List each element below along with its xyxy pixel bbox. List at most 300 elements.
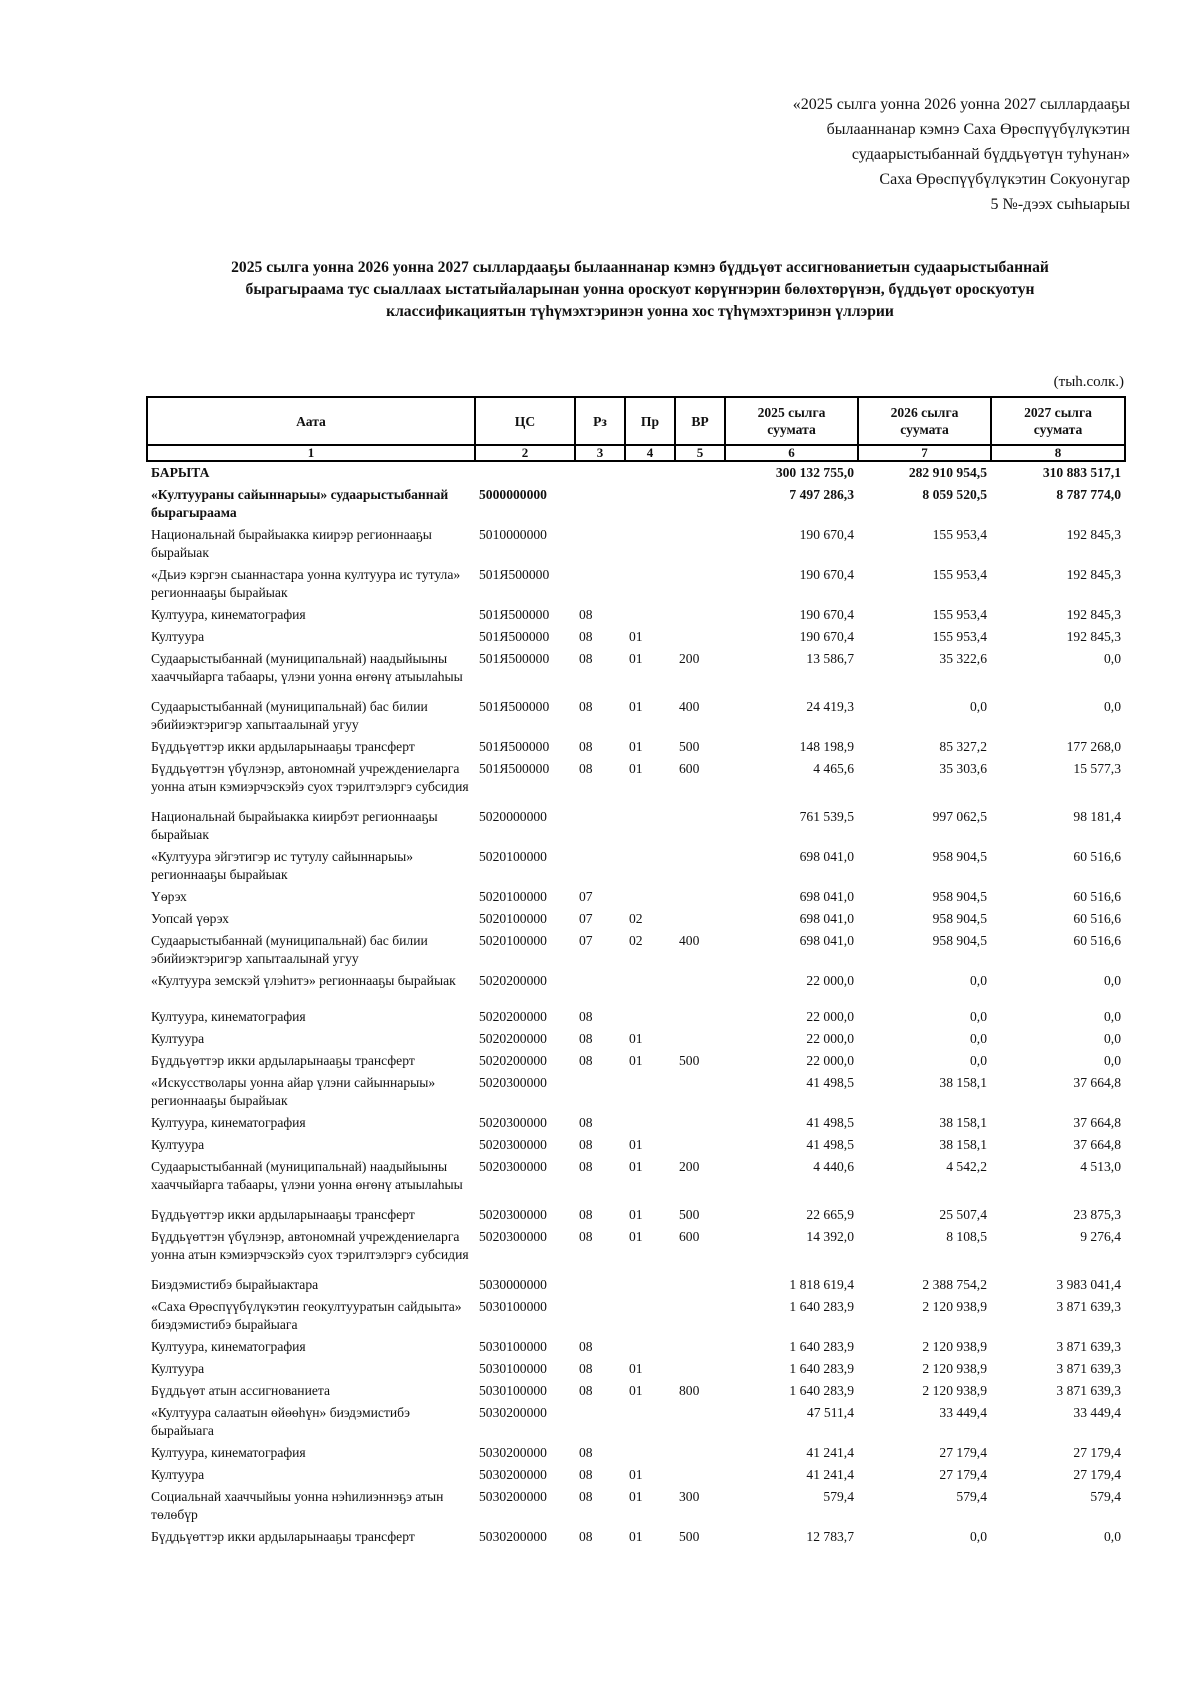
cell-name: Бүддьүөттэн үбүлэнэр, автономнай учреждениеларга уонна атын кэмиэрчэскэйэ суох тэрилтэлэргэ субсидия [151, 1229, 469, 1262]
cell-name: Култуура, кинематография [151, 607, 306, 622]
cell-rz [575, 806, 625, 846]
cell-cs: 5000000000 [479, 487, 547, 502]
table-row [147, 1156, 1125, 1204]
cell-cs: 5020300000 [479, 1137, 547, 1152]
cell-cs: 5020100000 [479, 889, 547, 904]
cell-cs: 5020100000 [479, 849, 547, 864]
cell-amount-2025: 4 465,6 [813, 761, 854, 776]
cell-pr: 01 [629, 1361, 643, 1376]
cell-amount-2025: 190 670,4 [799, 629, 854, 644]
cell-amount-2027: 8 787 774,0 [1056, 487, 1121, 502]
col-number: 3 [575, 445, 625, 461]
cell-cs [475, 461, 575, 484]
cell-vr: 200 [679, 651, 700, 666]
col-header-2025: 2025 сылга суумата [725, 397, 858, 445]
cell-amount-2026: 997 062,5 [932, 809, 987, 824]
cell-amount-2025: 579,4 [823, 1489, 854, 1504]
cell-vr [675, 626, 725, 648]
cell-rz: 08 [579, 1383, 593, 1398]
table-row [147, 1486, 1125, 1526]
budget-table [146, 396, 1126, 1548]
cell-vr: 400 [679, 699, 700, 714]
cell-amount-2027: 33 449,4 [1073, 1405, 1121, 1420]
cell-pr: 01 [629, 739, 643, 754]
cell-rz: 08 [579, 1489, 593, 1504]
cell-amount-2026: 958 904,5 [932, 889, 987, 904]
cell-amount-2025: 14 392,0 [806, 1229, 854, 1244]
cell-cs: 5020200000 [479, 1031, 547, 1046]
cell-amount-2027: 60 516,6 [1073, 911, 1121, 926]
cell-amount-2026: 38 158,1 [939, 1115, 987, 1130]
cell-name: Судаарыстыбаннай (муниципальнай) бас билии эбийиэктэригэр хапытаалынай угуу [151, 933, 428, 966]
cell-amount-2027: 0,0 [1104, 1031, 1121, 1046]
cell-amount-2025: 1 818 619,4 [789, 1277, 854, 1292]
col-number: 5 [675, 445, 725, 461]
cell-cs: 5010000000 [479, 527, 547, 542]
cell-pr [625, 604, 675, 626]
cell-amount-2025: 7 497 286,3 [789, 487, 854, 502]
cell-amount-2027: 37 664,8 [1073, 1075, 1121, 1090]
table-row [147, 604, 1125, 626]
title-line: классификациятын түһүмэхтэринэн уонна хос түһүмэхтэринэн үллэрии [386, 303, 894, 320]
table-row [147, 846, 1125, 886]
cell-rz: 08 [579, 1053, 593, 1068]
cell-vr [675, 484, 725, 524]
cell-pr: 01 [629, 1031, 643, 1046]
cell-vr: 600 [679, 1229, 700, 1244]
cell-vr: 500 [679, 1529, 700, 1544]
cell-pr: 01 [629, 1489, 643, 1504]
table-row [147, 886, 1125, 908]
cell-cs: 501Я500000 [479, 651, 550, 666]
cell-amount-2027: 0,0 [1104, 699, 1121, 714]
cell-cs: 501Я500000 [479, 629, 550, 644]
cell-amount-2026: 2 120 938,9 [922, 1339, 987, 1354]
cell-amount-2027: 0,0 [1104, 1009, 1121, 1024]
cell-vr: 500 [679, 1053, 700, 1068]
cell-amount-2027: 0,0 [1104, 1529, 1121, 1544]
cell-amount-2027: 310 883 517,1 [1042, 465, 1121, 480]
cell-name: Бүддьүөттэр икки ардыларынааҕы трансферт [151, 739, 415, 754]
cell-cs: 5030100000 [479, 1299, 547, 1314]
col-number: 7 [858, 445, 991, 461]
table-row [147, 1204, 1125, 1226]
cell-vr [675, 908, 725, 930]
cell-amount-2025: 190 670,4 [799, 567, 854, 582]
col-header-name: Аата [147, 397, 475, 445]
cell-pr [625, 1336, 675, 1358]
header-line: былааннанар кэмнэ Саха Өрөспүүбүлүкэтин [826, 121, 1130, 138]
cell-cs: 5030000000 [479, 1277, 547, 1292]
col-number: 4 [625, 445, 675, 461]
cell-name: «Култуура салаатын өйөөһүн» биэдэмистибэ бырайыага [151, 1405, 410, 1438]
cell-name: Култуура, кинематография [151, 1445, 306, 1460]
header-line: судаарыстыбаннай бүддьүөтүн туһунан» [851, 146, 1130, 163]
cell-pr: 02 [629, 933, 643, 948]
cell-pr: 01 [629, 1229, 643, 1244]
cell-amount-2025: 190 670,4 [799, 607, 854, 622]
cell-name: Култуура [151, 1031, 205, 1046]
cell-amount-2027: 192 845,3 [1066, 607, 1121, 622]
cell-amount-2027: 37 664,8 [1073, 1137, 1121, 1152]
cell-cs: 5020300000 [479, 1115, 547, 1130]
cell-amount-2026: 958 904,5 [932, 933, 987, 948]
cell-rz: 08 [579, 761, 593, 776]
cell-vr [675, 604, 725, 626]
cell-cs: 501Я500000 [479, 607, 550, 622]
cell-amount-2027: 177 268,0 [1066, 739, 1121, 754]
table-row [147, 626, 1125, 648]
cell-amount-2025: 22 000,0 [806, 1009, 854, 1024]
table-row [147, 1296, 1125, 1336]
cell-rz: 08 [579, 1207, 593, 1222]
cell-rz [575, 846, 625, 886]
cell-name: «Дьиэ кэргэн сыаннастара уонна култуура ис тутула» регионнааҕы бырайыак [151, 567, 461, 600]
cell-amount-2025: 698 041,0 [799, 933, 854, 948]
cell-cs: 5020200000 [479, 1053, 547, 1068]
table-row [147, 1380, 1125, 1402]
cell-vr [675, 806, 725, 846]
cell-amount-2027: 3 983 041,4 [1056, 1277, 1121, 1292]
cell-name: «Култуураны сайыннарыы» судаарыстыбаннай бырагыраама [151, 487, 449, 520]
cell-name: Култуура, кинематография [151, 1115, 306, 1130]
cell-pr [625, 1006, 675, 1028]
cell-amount-2026: 155 953,4 [932, 567, 987, 582]
cell-amount-2027: 3 871 639,3 [1056, 1299, 1121, 1314]
cell-name: Култуура [151, 1137, 205, 1152]
cell-amount-2027: 27 179,4 [1073, 1467, 1121, 1482]
cell-amount-2026: 27 179,4 [939, 1445, 987, 1460]
table-row [147, 806, 1125, 846]
cell-pr: 01 [629, 1159, 643, 1174]
cell-vr: 400 [679, 933, 700, 948]
cell-amount-2027: 37 664,8 [1073, 1115, 1121, 1130]
cell-amount-2026: 8 108,5 [946, 1229, 987, 1244]
cell-name: Бүддьүөттэн үбүлэнэр, автономнай учреждениеларга уонна атын кэмиэрчэскэйэ суох тэрилтэлэргэ субсидия [151, 761, 469, 794]
cell-cs: 501Я500000 [479, 739, 550, 754]
cell-amount-2026: 38 158,1 [939, 1075, 987, 1090]
cell-amount-2025: 41 241,4 [806, 1467, 854, 1482]
cell-amount-2025: 41 498,5 [806, 1075, 854, 1090]
cell-amount-2026: 38 158,1 [939, 1137, 987, 1152]
cell-vr [675, 1112, 725, 1134]
cell-pr [625, 970, 675, 1006]
cell-rz: 08 [579, 1529, 593, 1544]
cell-amount-2026: 958 904,5 [932, 911, 987, 926]
cell-pr [625, 461, 675, 484]
cell-pr [625, 484, 675, 524]
cell-rz: 07 [579, 911, 593, 926]
cell-amount-2025: 41 498,5 [806, 1115, 854, 1130]
cell-rz [575, 484, 625, 524]
cell-amount-2026: 2 120 938,9 [922, 1299, 987, 1314]
cell-rz [575, 1072, 625, 1112]
cell-amount-2026: 282 910 954,5 [908, 465, 987, 480]
col-header-rz: Рз [575, 397, 625, 445]
cell-rz: 08 [579, 1137, 593, 1152]
cell-pr [625, 1442, 675, 1464]
cell-amount-2027: 9 276,4 [1080, 1229, 1121, 1244]
cell-rz [575, 461, 625, 484]
document-title [140, 257, 1140, 323]
cell-pr: 01 [629, 651, 643, 666]
cell-rz [575, 524, 625, 564]
col-number: 8 [991, 445, 1125, 461]
col-header-pr: Пр [625, 397, 675, 445]
cell-vr [675, 1358, 725, 1380]
cell-amount-2025: 698 041,0 [799, 849, 854, 864]
cell-rz [575, 564, 625, 604]
cell-name: Култуура [151, 1361, 205, 1376]
cell-pr: 01 [629, 1383, 643, 1398]
cell-cs: 5020300000 [479, 1075, 547, 1090]
cell-vr [675, 1464, 725, 1486]
cell-amount-2025: 148 198,9 [799, 739, 854, 754]
cell-rz [575, 1296, 625, 1336]
cell-amount-2026: 35 322,6 [939, 651, 987, 666]
cell-amount-2027: 3 871 639,3 [1056, 1383, 1121, 1398]
cell-amount-2026: 0,0 [970, 1031, 987, 1046]
cell-name: Бүддьүөт атын ассигнованиета [151, 1383, 331, 1398]
cell-pr: 01 [629, 1529, 643, 1544]
cell-amount-2026: 25 507,4 [939, 1207, 987, 1222]
cell-amount-2025: 41 241,4 [806, 1445, 854, 1460]
cell-name: Социальнай хааччыйыы уонна нэһилиэннэҕэ атын төлөбүр [151, 1489, 444, 1522]
cell-amount-2027: 0,0 [1104, 1053, 1121, 1068]
cell-name: «Култуура земскэй үлэһитэ» регионнааҕы бырайыак [151, 973, 456, 988]
cell-vr [675, 970, 725, 1006]
table-row [147, 1112, 1125, 1134]
cell-rz: 08 [579, 739, 593, 754]
col-number: 6 [725, 445, 858, 461]
cell-vr [675, 1336, 725, 1358]
cell-cs: 5020200000 [479, 973, 547, 988]
cell-amount-2025: 761 539,5 [799, 809, 854, 824]
cell-amount-2027: 23 875,3 [1073, 1207, 1121, 1222]
cell-amount-2025: 24 419,3 [806, 699, 854, 714]
column-number-row [147, 445, 1125, 461]
cell-amount-2027: 3 871 639,3 [1056, 1361, 1121, 1376]
cell-cs: 5020300000 [479, 1159, 547, 1174]
cell-pr [625, 1072, 675, 1112]
document-header-note [620, 92, 1130, 217]
cell-rz: 08 [579, 651, 593, 666]
cell-amount-2025: 698 041,0 [799, 889, 854, 904]
cell-amount-2027: 579,4 [1090, 1489, 1121, 1504]
cell-cs: 5030200000 [479, 1529, 547, 1544]
cell-pr [625, 1274, 675, 1296]
cell-amount-2026: 35 303,6 [939, 761, 987, 776]
table-row [147, 1050, 1125, 1072]
table-row [147, 1336, 1125, 1358]
cell-pr: 01 [629, 761, 643, 776]
cell-amount-2026: 0,0 [970, 1053, 987, 1068]
cell-pr: 01 [629, 1467, 643, 1482]
cell-pr: 01 [629, 1207, 643, 1222]
cell-amount-2025: 22 000,0 [806, 973, 854, 988]
table-row [147, 736, 1125, 758]
cell-amount-2027: 15 577,3 [1073, 761, 1121, 776]
table-row [147, 758, 1125, 806]
cell-amount-2026: 155 953,4 [932, 527, 987, 542]
cell-pr [625, 564, 675, 604]
table-row [147, 1226, 1125, 1274]
cell-amount-2025: 1 640 283,9 [789, 1339, 854, 1354]
cell-amount-2027: 192 845,3 [1066, 567, 1121, 582]
cell-vr [675, 461, 725, 484]
cell-cs: 5020200000 [479, 1009, 547, 1024]
cell-amount-2025: 47 511,4 [806, 1405, 854, 1420]
cell-vr: 500 [679, 739, 700, 754]
table-row-total [147, 484, 1125, 524]
title-line: бырагыраама тус сыаллаах ыстатыйаларынан уонна ороскуот көрүҥнэрин бөлөхтөрүнэн, бүддьүөт ороскуотун [245, 281, 1035, 298]
table-row [147, 1072, 1125, 1112]
cell-rz: 08 [579, 1467, 593, 1482]
cell-cs: 5030200000 [479, 1445, 547, 1460]
table-row-total [147, 461, 1125, 484]
cell-amount-2026: 155 953,4 [932, 607, 987, 622]
table-row [147, 1134, 1125, 1156]
cell-rz: 08 [579, 1339, 593, 1354]
table-row [147, 1358, 1125, 1380]
cell-pr: 01 [629, 699, 643, 714]
col-header-vr: ВР [675, 397, 725, 445]
cell-name: Судаарыстыбаннай (муниципальнай) наадыйыыны хааччыйарга табаары, үлэни уонна өҥөнү атыылаһыы [151, 651, 463, 684]
cell-cs: 5030200000 [479, 1405, 547, 1420]
cell-name: Култуура, кинематография [151, 1339, 306, 1354]
cell-vr [675, 1442, 725, 1464]
cell-amount-2025: 1 640 283,9 [789, 1299, 854, 1314]
cell-name: Судаарыстыбаннай (муниципальнай) бас билии эбийиэктэригэр хапытаалынай угуу [151, 699, 428, 732]
cell-amount-2025: 22 665,9 [806, 1207, 854, 1222]
cell-amount-2025: 22 000,0 [806, 1053, 854, 1068]
cell-pr: 01 [629, 1137, 643, 1152]
table-row [147, 908, 1125, 930]
title-line: 2025 сылга уонна 2026 уонна 2027 сыллардааҕы былааннанар кэмнэ бүддьүөт ассигнованиетын судаарыстыбаннай [231, 259, 1049, 276]
table-row [147, 696, 1125, 736]
cell-amount-2027: 60 516,6 [1073, 889, 1121, 904]
cell-vr [675, 1134, 725, 1156]
cell-cs: 5030200000 [479, 1467, 547, 1482]
cell-amount-2027: 0,0 [1104, 973, 1121, 988]
table-header-row [147, 397, 1125, 445]
cell-cs: 5020300000 [479, 1207, 547, 1222]
table-row [147, 1526, 1125, 1548]
cell-rz: 08 [579, 1361, 593, 1376]
cell-amount-2027: 4 513,0 [1080, 1159, 1121, 1174]
cell-amount-2025: 41 498,5 [806, 1137, 854, 1152]
cell-name: Үөрэх [151, 889, 187, 904]
cell-amount-2026: 2 388 754,2 [922, 1277, 987, 1292]
cell-cs: 501Я500000 [479, 699, 550, 714]
cell-amount-2027: 3 871 639,3 [1056, 1339, 1121, 1354]
cell-cs: 5030200000 [479, 1489, 547, 1504]
cell-amount-2027: 192 845,3 [1066, 527, 1121, 542]
col-header-2026: 2026 сылга суумата [858, 397, 991, 445]
col-number: 2 [475, 445, 575, 461]
cell-name: Судаарыстыбаннай (муниципальнай) наадыйыыны хааччыйарга табаары, үлэни уонна өҥөнү атыылаһыы [151, 1159, 463, 1192]
cell-amount-2026: 0,0 [970, 1009, 987, 1024]
cell-cs: 5020100000 [479, 911, 547, 926]
cell-amount-2025: 13 586,7 [806, 651, 854, 666]
header-line: 5 №-дээх сыһыарыы [990, 196, 1130, 213]
cell-pr [625, 1402, 675, 1442]
cell-amount-2027: 98 181,4 [1073, 809, 1121, 824]
cell-vr [675, 1072, 725, 1112]
cell-vr [675, 1402, 725, 1442]
cell-pr [625, 806, 675, 846]
cell-name: Бүддьүөттэр икки ардыларынааҕы трансферт [151, 1529, 415, 1544]
cell-rz: 07 [579, 889, 593, 904]
cell-cs: 501Я500000 [479, 567, 550, 582]
cell-amount-2026: 0,0 [970, 699, 987, 714]
header-line: Саха Өрөспүүбүлүкэтин Сокуонугар [879, 171, 1130, 188]
table-body [147, 461, 1125, 1548]
col-number: 1 [147, 445, 475, 461]
cell-name: «Саха Өрөспүүбүлүкэтин геокултууратын сайдыыта» биэдэмистибэ бырайыага [151, 1299, 462, 1332]
cell-rz: 08 [579, 629, 593, 644]
cell-amount-2025: 12 783,7 [806, 1529, 854, 1544]
cell-pr [625, 524, 675, 564]
cell-pr [625, 886, 675, 908]
cell-amount-2026: 2 120 938,9 [922, 1361, 987, 1376]
cell-amount-2026: 4 542,2 [946, 1159, 987, 1174]
cell-vr: 300 [679, 1489, 700, 1504]
cell-amount-2027: 192 845,3 [1066, 629, 1121, 644]
cell-amount-2026: 155 953,4 [932, 629, 987, 644]
cell-name: Култуура [151, 1467, 205, 1482]
cell-rz [575, 1274, 625, 1296]
cell-name: Култуура [151, 629, 205, 644]
col-header-cs: ЦС [475, 397, 575, 445]
cell-name: Национальнай бырайыакка киирэр регионнааҕы бырайыак [151, 527, 432, 560]
table-row [147, 1274, 1125, 1296]
cell-cs: 5020300000 [479, 1229, 547, 1244]
cell-rz: 08 [579, 1115, 593, 1130]
cell-amount-2025: 1 640 283,9 [789, 1361, 854, 1376]
cell-rz: 07 [579, 933, 593, 948]
cell-rz: 08 [579, 1159, 593, 1174]
cell-amount-2027: 60 516,6 [1073, 849, 1121, 864]
cell-vr [675, 1296, 725, 1336]
cell-amount-2027: 27 179,4 [1073, 1445, 1121, 1460]
cell-pr [625, 846, 675, 886]
cell-pr [625, 1296, 675, 1336]
cell-amount-2026: 579,4 [956, 1489, 987, 1504]
cell-cs: 5020100000 [479, 933, 547, 948]
cell-vr [675, 1028, 725, 1050]
cell-rz: 08 [579, 699, 593, 714]
cell-vr [675, 1006, 725, 1028]
cell-amount-2027: 0,0 [1104, 651, 1121, 666]
cell-vr [675, 846, 725, 886]
cell-pr: 02 [629, 911, 643, 926]
cell-vr [675, 524, 725, 564]
cell-vr: 800 [679, 1383, 700, 1398]
table-row [147, 1028, 1125, 1050]
cell-pr: 01 [629, 1053, 643, 1068]
cell-name: Национальнай бырайыакка киирбэт регионнааҕы бырайыак [151, 809, 438, 842]
cell-name: Култуура, кинематография [151, 1009, 306, 1024]
cell-name: «Култуура эйгэтигэр ис тутулу сайыннарыы» регионнааҕы бырайыак [151, 849, 414, 882]
table-row [147, 970, 1125, 1006]
cell-vr: 200 [679, 1159, 700, 1174]
cell-vr: 500 [679, 1207, 700, 1222]
cell-name: «Искусстволары уонна айар үлэни сайыннарыы» регионнааҕы бырайыак [151, 1075, 436, 1108]
cell-vr [675, 1274, 725, 1296]
cell-amount-2025: 22 000,0 [806, 1031, 854, 1046]
cell-amount-2025: 4 440,6 [813, 1159, 854, 1174]
